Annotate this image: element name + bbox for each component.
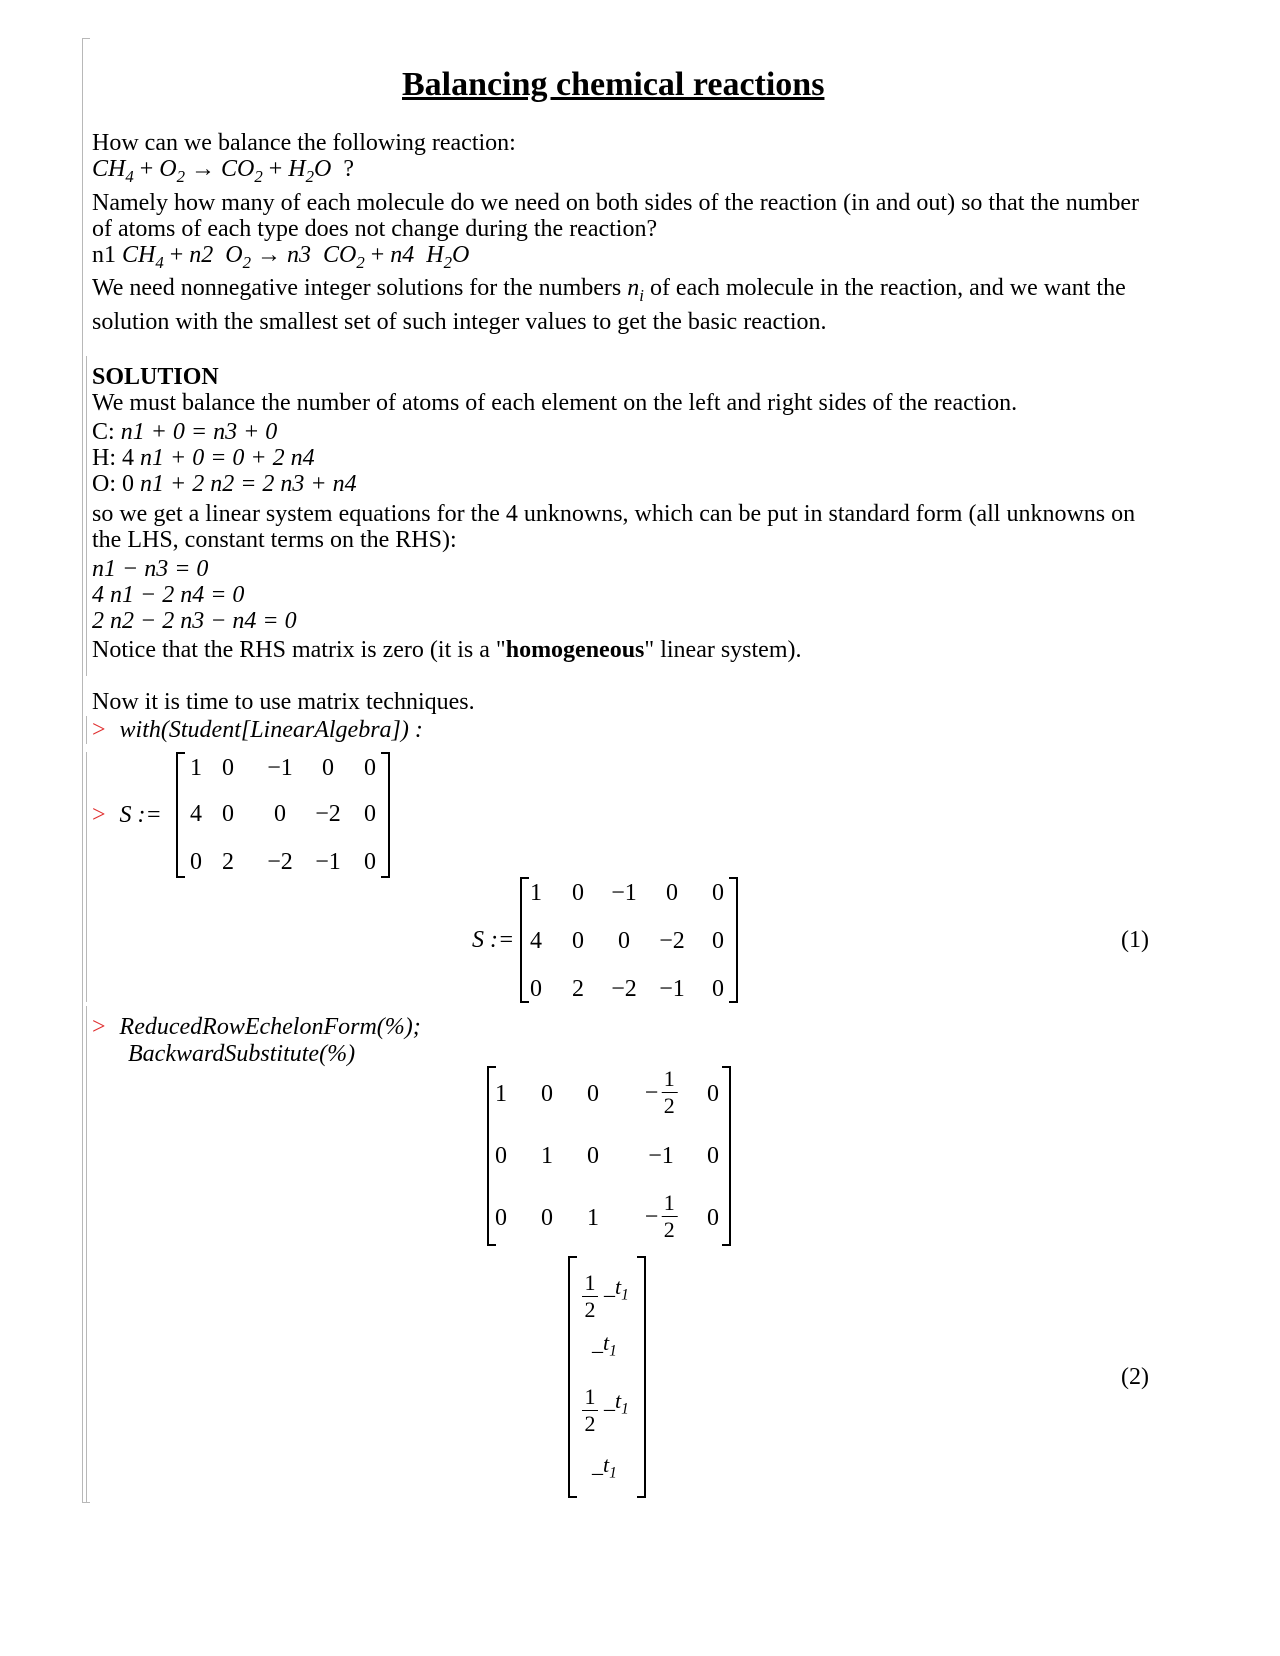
vector-row-2-param: [604, 1388, 629, 1418]
matrix-rref-cell-0-4: 0: [707, 1081, 719, 1107]
vector-row-0-param-var: _t: [604, 1274, 622, 1299]
matrix-s-output-right-bracket: [729, 877, 738, 1003]
vector-row-3-param-var: _t: [592, 1452, 610, 1477]
equation-carbon-body: n1 + 0 = n3 + 0: [120, 419, 278, 445]
solution-line-1: We must balance the number of atoms of each element on the left and right sides of the reaction.: [92, 390, 1018, 416]
matrix-s-input-cell-0-2: −1: [267, 755, 293, 781]
coef-h2o-o: O: [452, 242, 470, 268]
equation-hydrogen-label: H: 4: [92, 445, 134, 471]
coef-n2: n2: [189, 242, 214, 268]
matrix-s-output-cell-1-4: 0: [712, 928, 724, 954]
vector-solution-right-bracket: [637, 1256, 646, 1498]
matrix-s-input-cell-0-3: 0: [322, 755, 334, 781]
vector-row-0-frac-den: 2: [584, 1297, 596, 1322]
matrix-s-output-cell-0-2: −1: [611, 880, 637, 906]
reaction-ch: CH: [92, 156, 126, 182]
matrix-s-output-cell-1-1: 0: [572, 928, 584, 954]
matrix-rref-cell-1-3: −1: [648, 1143, 674, 1169]
section-bracket-outer-bottom: [82, 1502, 90, 1503]
vector-row-1-param-var: _t: [592, 1330, 610, 1355]
reaction-equation: [92, 156, 355, 186]
matrix-s-input-cell-1-2: 0: [274, 801, 286, 827]
vector-row-2-frac-num: 1: [584, 1384, 596, 1409]
matrix-rref-cell-0-0: 1: [495, 1081, 507, 1107]
matrix-rref-cell-2-2: 1: [587, 1205, 599, 1231]
solution-line-2b: the LHS, constant terms on the RHS):: [92, 527, 457, 553]
vector-row-0-param-sub: 1: [621, 1286, 629, 1304]
exec-group-bracket-2: [86, 752, 87, 1002]
page-title: Balancing chemical reactions: [402, 66, 825, 103]
matrix-rref-cell-0-3-den: 2: [663, 1093, 675, 1118]
matrix-s-output-left-bracket: [520, 877, 529, 1003]
vector-row-2-param-var: _t: [604, 1388, 622, 1413]
matrix-rref-cell-2-0: 0: [495, 1205, 507, 1231]
equation-hydrogen-body: n1 + 0 = 0 + 2 n4: [140, 445, 315, 471]
notice-text-a: Notice that the RHS matrix is zero (it is a ": [92, 637, 506, 663]
reaction-ch-sub: 4: [125, 166, 134, 186]
equation-carbon-label: C:: [92, 419, 115, 445]
intro-line-3a: Namely how many of each molecule do we need on both sides of the reaction (in and out) so that the number: [92, 190, 1140, 216]
matrix-s-input-cell-0-1: 0: [222, 755, 234, 781]
matrix-rref-cell-1-4: 0: [707, 1143, 719, 1169]
vector-row-3-param-sub: 1: [609, 1464, 617, 1482]
now-line: Now it is time to use matrix techniques.: [92, 689, 475, 715]
coef-n4: n4: [390, 242, 415, 268]
vector-row-1-param: [592, 1330, 617, 1360]
coef-plus-1: +: [169, 242, 184, 268]
notice-text-b: " linear system).: [644, 637, 802, 663]
coef-o: O: [225, 242, 243, 268]
matrix-s-output-cell-2-0: 0: [530, 976, 542, 1002]
intro-line-1: How can we balance the following reaction:: [92, 130, 516, 156]
system-eq-3: 2 n2 − 2 n3 − n4 = 0: [92, 608, 297, 634]
intro-line-5a: We need nonnegative integer solutions for the numbers: [92, 275, 622, 301]
prompt-icon: >: [92, 717, 106, 743]
matrix-rref-cell-1-2: 0: [587, 1143, 599, 1169]
matrix-rref-cell-1-0: 0: [495, 1143, 507, 1169]
intro-line-5-var: n: [627, 275, 640, 301]
matrix-s-input-cell-1-4: 0: [364, 801, 376, 827]
matrix-rref-cell-0-3-sign: −: [644, 1079, 659, 1106]
matrix-rref-cell-0-3-num: 1: [663, 1066, 675, 1091]
coef-plus-2: +: [370, 242, 385, 268]
maple-input-matrix[interactable]: [92, 803, 162, 827]
maple-input-with[interactable]: [92, 718, 423, 742]
matrix-s-output-cell-0-1: 0: [572, 880, 584, 906]
vector-row-0-frac-num: 1: [584, 1270, 596, 1295]
equation-label-1: (1): [1121, 927, 1149, 953]
cmd-matrix-lhs: S :=: [119, 802, 162, 828]
matrix-s-output-cell-0-4: 0: [712, 880, 724, 906]
equation-hydrogen: [92, 446, 315, 470]
solution-line-2a: so we get a linear system equations for the 4 unknowns, which can be put in standard form (all unknowns on: [92, 501, 1136, 527]
reaction-arrow: →: [191, 156, 216, 182]
vector-row-2-frac: [582, 1386, 598, 1435]
matrix-s-input-cell-2-1: 2: [222, 849, 234, 875]
matrix-s-output-cell-0-0: 1: [530, 880, 542, 906]
reaction-h2o-o: O: [314, 156, 332, 182]
intro-line-5b: of each molecule in the reaction, and we want the: [649, 275, 1126, 301]
exec-group-bracket-3: [86, 1006, 87, 1502]
reaction-co-sub: 2: [254, 166, 263, 186]
matrix-rref-cell-2-3-num: 1: [663, 1190, 675, 1215]
coef-n1: n1: [92, 242, 116, 268]
equation-oxygen-body: n1 + 2 n2 = 2 n3 + n4: [140, 471, 357, 497]
matrix-rref-cell-2-1: 0: [541, 1205, 553, 1231]
reaction-h-sub: 2: [305, 166, 315, 186]
reaction-h: H: [288, 156, 306, 182]
reaction-co: CO: [221, 156, 255, 182]
matrix-s-input-cell-1-0: 4: [190, 801, 202, 827]
coef-reaction: [92, 242, 470, 272]
matrix-rref-cell-1-1: 1: [541, 1143, 553, 1169]
matrix-s-input-cell-0-0: 1: [190, 755, 202, 781]
matrix-s-output-cell-1-0: 4: [530, 928, 542, 954]
system-eq-1: n1 − n3 = 0: [92, 556, 209, 582]
reaction-plus-1: +: [139, 156, 154, 182]
equation-oxygen: [92, 472, 357, 496]
matrix-s-output-cell-2-3: −1: [659, 976, 685, 1002]
matrix-s-output-cell-0-3: 0: [666, 880, 678, 906]
cmd-rref: ReducedRowEchelonForm(%);: [119, 1014, 421, 1040]
vector-row-2-frac-den: 2: [584, 1411, 596, 1436]
matrix-rref-right-bracket: [722, 1066, 731, 1246]
matrix-s-input-right-bracket: [381, 752, 390, 878]
matrix-rref-cell-0-1: 0: [541, 1081, 553, 1107]
vector-row-0-frac: [582, 1272, 598, 1321]
intro-line-5: [92, 275, 1126, 305]
maple-input-rref[interactable]: [92, 1015, 421, 1039]
exec-group-bracket-1: [86, 716, 87, 744]
coef-co-sub: 2: [356, 252, 365, 272]
matrix-s-input-cell-1-1: 0: [222, 801, 234, 827]
solution-heading: SOLUTION: [92, 364, 219, 390]
matrix-s-input-cell-2-4: 0: [364, 849, 376, 875]
vector-row-1-param-sub: 1: [609, 1342, 617, 1360]
matrix-s-output-cell-1-3: −2: [659, 928, 685, 954]
reaction-question: ?: [343, 156, 355, 182]
coef-o-sub: 2: [242, 252, 252, 272]
prompt-icon: >: [92, 1014, 106, 1040]
matrix-rref-cell-2-3-den: 2: [663, 1217, 675, 1242]
coef-co: CO: [323, 242, 357, 268]
coef-ch-sub: 4: [155, 252, 164, 272]
coef-h: H: [426, 242, 444, 268]
vector-row-2-param-sub: 1: [621, 1400, 629, 1418]
notice-line: [92, 638, 802, 662]
notice-bold: homogeneous: [505, 637, 645, 663]
reaction-plus-2: +: [268, 156, 283, 182]
matrix-s-output-cell-2-2: −2: [611, 976, 637, 1002]
matrix-s-input-cell-1-3: −2: [315, 801, 341, 827]
intro-line-6: solution with the smallest set of such integer values to get the basic reaction.: [92, 309, 827, 335]
equation-label-2: (2): [1121, 1364, 1149, 1390]
reaction-o-sub: 2: [176, 166, 186, 186]
section-bracket-outer-top: [82, 38, 90, 39]
matrix-s-output-cell-2-1: 2: [572, 976, 584, 1002]
matrix-s-input-left-bracket: [176, 752, 185, 878]
section-bracket-solution: [86, 356, 87, 676]
equation-carbon: [92, 420, 277, 444]
vector-solution-left-bracket: [568, 1256, 577, 1498]
coef-n3: n3: [287, 242, 312, 268]
matrix-rref-cell-2-3: [645, 1192, 678, 1241]
matrix-s-output-cell-2-4: 0: [712, 976, 724, 1002]
matrix-s-input-cell-0-4: 0: [364, 755, 376, 781]
matrix-s-input-cell-2-2: −2: [267, 849, 293, 875]
coef-h-sub: 2: [443, 252, 453, 272]
reaction-o: O: [159, 156, 177, 182]
vector-row-0-param: [604, 1274, 629, 1304]
matrix-rref-cell-2-4: 0: [707, 1205, 719, 1231]
matrix-rref-cell-2-3-sign: −: [644, 1203, 659, 1230]
intro-line-5-sub: i: [639, 285, 644, 305]
equation-oxygen-label: O: 0: [92, 471, 134, 497]
matrix-rref-cell-0-3: [645, 1068, 678, 1117]
matrix-s-input-cell-2-0: 0: [190, 849, 202, 875]
matrix-rref-cell-0-2: 0: [587, 1081, 599, 1107]
cmd-backsub: BackwardSubstitute(%): [128, 1041, 356, 1067]
matrix-s-input-cell-2-3: −1: [315, 849, 341, 875]
vector-row-3-param: [592, 1452, 617, 1482]
system-eq-2: 4 n1 − 2 n4 = 0: [92, 582, 245, 608]
cmd-with: with(Student[LinearAlgebra]) :: [119, 717, 423, 743]
section-bracket-outer: [82, 38, 83, 1502]
coef-arrow: →: [257, 242, 282, 268]
output-1-lhs: S :=: [472, 927, 515, 953]
prompt-icon: >: [92, 802, 106, 828]
matrix-s-output-cell-1-2: 0: [618, 928, 630, 954]
coef-ch: CH: [122, 242, 156, 268]
intro-line-3b: of atoms of each type does not change during the reaction?: [92, 216, 658, 242]
